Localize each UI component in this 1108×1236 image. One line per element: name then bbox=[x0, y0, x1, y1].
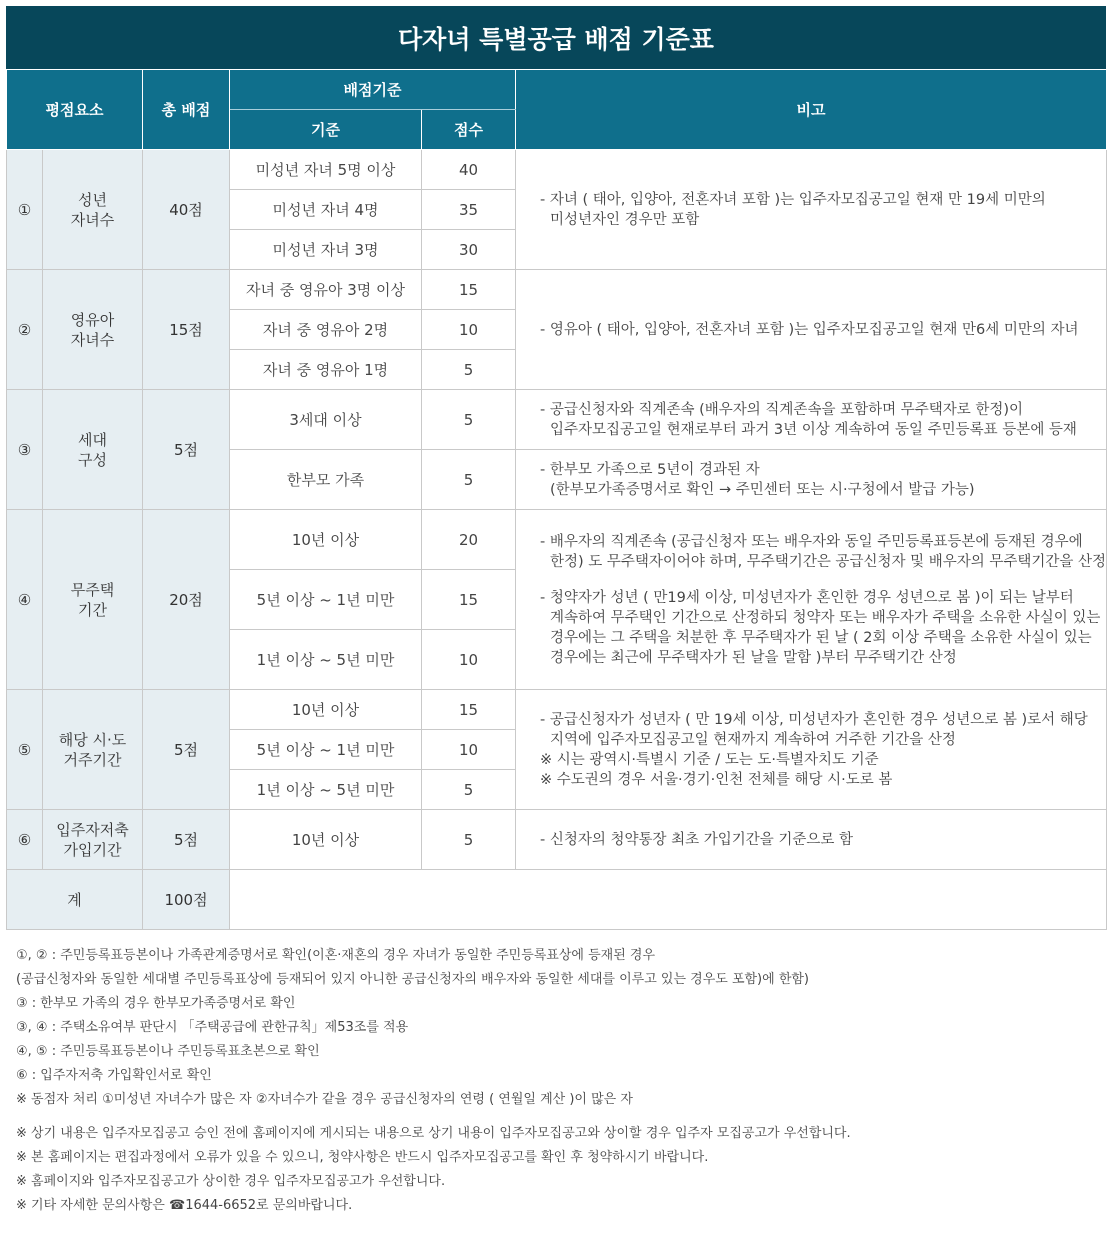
score-cell: 15 bbox=[422, 690, 516, 730]
criterion-cell: 1년 이상 ~ 5년 미만 bbox=[230, 630, 422, 690]
footnotes bbox=[16, 944, 851, 1218]
footnote: ③, ④ : 주택소유여부 판단시 「주택공급에 관한규칙」제53조를 적용 bbox=[16, 1020, 409, 1035]
notice: ※ 홈페이지와 입주자모집공고가 상이한 경우 입주자모집공고가 우선합니다. bbox=[16, 1174, 446, 1189]
section-name: 무주택 기간 bbox=[43, 510, 143, 690]
section-name: 영유아 자녀수 bbox=[43, 270, 143, 390]
section-name: 성년 자녀수 bbox=[43, 150, 143, 270]
score-cell: 10 bbox=[422, 730, 516, 770]
score-cell: 10 bbox=[422, 630, 516, 690]
header-criterion: 기준 bbox=[230, 110, 422, 150]
footnote: ①, ② : 주민등록표등본이나 가족관계증명서로 확인(이혼·재혼의 경우 자녀가 동일한 주민등록표상에 등재된 경우 bbox=[16, 948, 656, 963]
header-criteria-group: 배점기준 bbox=[230, 70, 516, 110]
table-row bbox=[7, 390, 1107, 450]
score-cell: 15 bbox=[422, 570, 516, 630]
criterion-cell: 5년 이상 ~ 1년 미만 bbox=[230, 730, 422, 770]
section-name: 입주자저축 가입기간 bbox=[43, 810, 143, 870]
header-score: 점수 bbox=[422, 110, 516, 150]
remark-cell: - 배우자의 직계존속 (공급신청자 또는 배우자와 동일 주민등록표등본에 등재된 경우에 한정) 도 무주택자이어야 하며, 무주택기간은 공급신청자 및 배우자의 무주택기간을 산정 - 청약자가 성년 ( 만19세 이상, 미성년자가 혼인한 경우 성년으로 봄 )이 되는 날부터 계속하여 무주택인 기간으로 산정하되 청약자 또는 배우자가 주택을 소유한 사실이 있는 경우에는 그 주택을 처분한 후 무주택자가 된 날 ( 2회 이상 주택을 소유한 사실이 있는 경우에는 최근에 무주택자가 된 날을 말함 )부터 무주택기간 산정 bbox=[516, 510, 1107, 690]
score-cell: 40 bbox=[422, 150, 516, 190]
footnote: ④, ⑤ : 주민등록표등본이나 주민등록표초본으로 확인 bbox=[16, 1044, 320, 1059]
remark-cell: - 공급신청자가 성년자 ( 만 19세 이상, 미성년자가 혼인한 경우 성년으로 봄 )로서 해당 지역에 입주자모집공고일 현재까지 계속하여 거주한 기간을 산정 ※ 시는 광역시·특별시 기준 / 도는 도·특별자치도 기준 ※ 수도권의 경우 서울·경기·인천 전체를 해당 시·도로 봄 bbox=[516, 690, 1107, 810]
section-number: ③ bbox=[7, 390, 43, 510]
criterion-cell: 미성년 자녀 3명 bbox=[230, 230, 422, 270]
criterion-cell: 10년 이상 bbox=[230, 810, 422, 870]
section-total: 5점 bbox=[143, 390, 230, 510]
header-remarks: 비고 bbox=[516, 70, 1107, 150]
header-element: 평점요소 bbox=[7, 70, 143, 150]
criterion-cell: 미성년 자녀 4명 bbox=[230, 190, 422, 230]
footnote: ⑥ : 입주자저축 가입확인서로 확인 bbox=[16, 1068, 212, 1083]
section-number: ① bbox=[7, 150, 43, 270]
section-number: ⑥ bbox=[7, 810, 43, 870]
section-total: 5점 bbox=[143, 810, 230, 870]
header-total: 총 배점 bbox=[143, 70, 230, 150]
total-label: 계 bbox=[7, 870, 143, 930]
total-empty bbox=[230, 870, 1107, 930]
remark-cell: - 자녀 ( 태아, 입양아, 전혼자녀 포함 )는 입주자모집공고일 현재 만 19세 미만의 미성년자인 경우만 포함 bbox=[516, 150, 1107, 270]
total-score: 100점 bbox=[143, 870, 230, 930]
score-cell: 5 bbox=[422, 450, 516, 510]
criterion-cell: 자녀 중 영유아 1명 bbox=[230, 350, 422, 390]
table-row bbox=[7, 690, 1107, 730]
criterion-cell: 10년 이상 bbox=[230, 690, 422, 730]
remark-cell: - 영유아 ( 태아, 입양아, 전혼자녀 포함 )는 입주자모집공고일 현재 만6세 미만의 자녀 bbox=[516, 270, 1107, 390]
table-row bbox=[7, 810, 1107, 870]
footnote: ※ 동점자 처리 ①미성년 자녀수가 많은 자 ②자녀수가 같을 경우 공급신청자의 연령 ( 연월일 계산 )이 많은 자 bbox=[16, 1092, 633, 1107]
section-total: 5점 bbox=[143, 690, 230, 810]
criterion-cell: 3세대 이상 bbox=[230, 390, 422, 450]
criterion-cell: 1년 이상 ~ 5년 미만 bbox=[230, 770, 422, 810]
table-row bbox=[7, 270, 1107, 310]
criterion-cell: 한부모 가족 bbox=[230, 450, 422, 510]
criterion-cell: 자녀 중 영유아 2명 bbox=[230, 310, 422, 350]
score-cell: 35 bbox=[422, 190, 516, 230]
section-total: 15점 bbox=[143, 270, 230, 390]
remark-cell: - 공급신청자와 직계존속 (배우자의 직계존속을 포함하며 무주택자로 한정)이 입주자모집공고일 현재로부터 과거 3년 이상 계속하여 동일 주민등록표 등본에 등재 bbox=[516, 390, 1107, 450]
score-cell: 5 bbox=[422, 770, 516, 810]
page-title: 다자녀 특별공급 배점 기준표 bbox=[6, 6, 1106, 69]
section-number: ⑤ bbox=[7, 690, 43, 810]
footnote: (공급신청자와 동일한 세대별 주민등록표상에 등재되어 있지 아니한 공급신청자의 배우자와 동일한 세대를 이루고 있는 경우도 포함)에 한함) bbox=[16, 972, 810, 987]
table-row bbox=[7, 510, 1107, 570]
footnote: ③ : 한부모 가족의 경우 한부모가족증명서로 확인 bbox=[16, 996, 296, 1011]
section-number: ② bbox=[7, 270, 43, 390]
criterion-cell: 자녀 중 영유아 3명 이상 bbox=[230, 270, 422, 310]
notice: ※ 기타 자세한 문의사항은 ☎1644-6652로 문의바랍니다. bbox=[16, 1198, 353, 1213]
notice: ※ 본 홈페이지는 편집과정에서 오류가 있을 수 있으니, 청약사항은 반드시 입주자모집공고를 확인 후 청약하시기 바랍니다. bbox=[16, 1150, 709, 1165]
score-cell: 30 bbox=[422, 230, 516, 270]
section-total: 20점 bbox=[143, 510, 230, 690]
score-cell: 5 bbox=[422, 350, 516, 390]
total-row bbox=[7, 870, 1107, 930]
section-total: 40점 bbox=[143, 150, 230, 270]
score-cell: 15 bbox=[422, 270, 516, 310]
notice: ※ 상기 내용은 입주자모집공고 승인 전에 홈페이지에 게시되는 내용으로 상기 내용이 입주자모집공고와 상이할 경우 입주자 모집공고가 우선합니다. bbox=[16, 1126, 851, 1141]
section-number: ④ bbox=[7, 510, 43, 690]
remark-cell: - 신청자의 청약통장 최초 가입기간을 기준으로 함 bbox=[516, 810, 1107, 870]
score-cell: 20 bbox=[422, 510, 516, 570]
score-table bbox=[6, 69, 1107, 930]
score-cell: 5 bbox=[422, 390, 516, 450]
score-cell: 10 bbox=[422, 310, 516, 350]
criterion-cell: 미성년 자녀 5명 이상 bbox=[230, 150, 422, 190]
criterion-cell: 10년 이상 bbox=[230, 510, 422, 570]
score-cell: 5 bbox=[422, 810, 516, 870]
section-name: 세대 구성 bbox=[43, 390, 143, 510]
remark-cell: - 한부모 가족으로 5년이 경과된 자 (한부모가족증명서로 확인 → 주민센터 또는 시·구청에서 발급 가능) bbox=[516, 450, 1107, 510]
table-row bbox=[7, 150, 1107, 190]
section-name: 해당 시·도 거주기간 bbox=[43, 690, 143, 810]
criterion-cell: 5년 이상 ~ 1년 미만 bbox=[230, 570, 422, 630]
